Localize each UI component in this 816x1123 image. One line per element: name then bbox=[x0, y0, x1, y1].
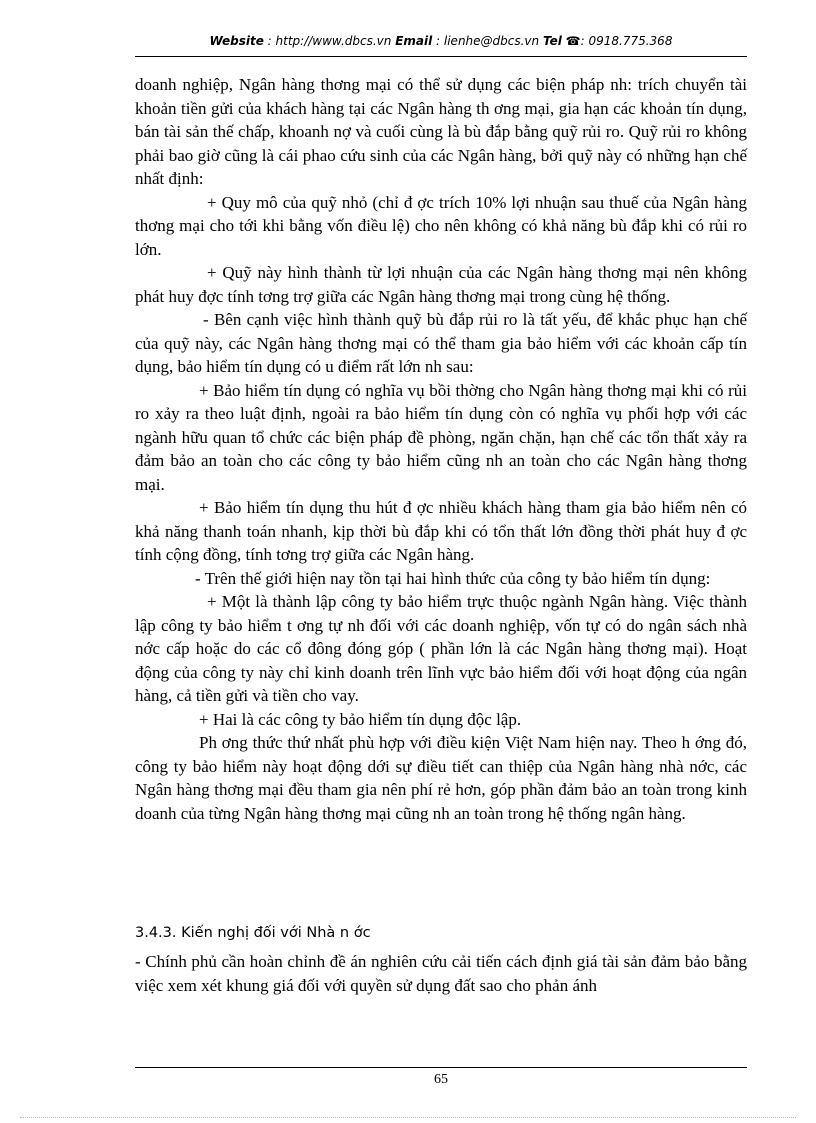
paragraph: + Bảo hiểm tín dụng thu hút đ ợc nhiều khách hàng tham gia bảo hiểm nên có khả năng thanh toán nhanh, kịp thời bù đắp khi có tổn thất lớn đồng thời phát huy đ ợc tính cộng đồng, tính tơng trợ giữa các Ngân hàng. bbox=[135, 498, 747, 564]
tel-value: ☎: 0918.775.368 bbox=[561, 34, 673, 48]
paragraph: Ph ơng thức thứ nhất phù hợp với điều kiện Việt Nam hiện nay. Theo h ớng đó, công ty bảo hiểm này hoạt động dới sự điều tiết can thiệp của Ngân hàng nhà nớc, các Ngân hàng thơng mại đều tham gia nên phí rẻ hơn, góp phần đảm bảo an toàn trong kinh doanh của từng Ngân hàng thơng mại cũng nh an toàn trong hệ thống ngân hàng. bbox=[135, 733, 747, 823]
page-number: 65 bbox=[434, 1072, 448, 1087]
paragraph: + Một là thành lập công ty bảo hiểm trực thuộc ngành Ngân hàng. Việc thành lập công ty bảo hiểm t ơng tự nh đối với các doanh nghiệp, vốn tự có do ngân sách nhà nớc cấp hoặc do các cổ đông đóng góp ( phần lớn là các Ngân hàng thơng mại). Hoạt động của công ty này chỉ kinh doanh trên lĩnh vực bảo hiểm đối với hoạt động của ngân hàng, cả tiền gửi và tiền cho vay. bbox=[135, 592, 747, 705]
paragraph: doanh nghiệp, Ngân hàng thơng mại có thể sử dụng các biện pháp nh: trích chuyển tài khoản tiền gửi của khách hàng tại các Ngân hàng th ơng mại, gia hạn các khoản tín dụng, bán tài sản thế chấp, khoanh nợ và cuối cùng là bù đắp bằng quỹ rủi ro. Quỹ rủi ro không phải bao giờ cũng là cái phao cứu sinh của các Ngân hàng, bởi quỹ này có những hạn chế nhất định: bbox=[135, 75, 747, 188]
body-text bbox=[135, 73, 747, 825]
paragraph: + Bảo hiểm tín dụng có nghĩa vụ bồi thờng cho Ngân hàng thơng mại khi có rủi ro xảy ra theo luật định, ngoài ra bảo hiểm tín dụng còn có nghĩa vụ phối hợp với các ngành hữu quan tổ chức các biện pháp đề phòng, ngăn chặn, hạn chế các tổn thất xảy ra đảm bảo an toàn cho các công ty bảo hiểm cũng nh an toàn cho các Ngân hàng thơng mại. bbox=[135, 380, 747, 494]
paragraph: - Trên thế giới hiện nay tồn tại hai hình thức của công ty bảo hiểm tín dụng: bbox=[195, 568, 711, 588]
paragraph: - Bên cạnh việc hình thành quỹ bù đắp rủi ro là tất yếu, để khắc phục hạn chế của quỹ này, các Ngân hàng thơng mại có thể tham gia bảo hiểm với các khoản cấp tín dụng, bảo hiểm tín dụng có u điểm rất lớn nh sau: bbox=[135, 310, 747, 376]
paragraph: + Hai là các công ty bảo hiểm tín dụng độc lập. bbox=[199, 709, 522, 729]
page-bottom-edge bbox=[20, 1117, 796, 1118]
section-heading: 3.4.3. Kiến nghị đối với Nhà n ớc bbox=[135, 925, 371, 941]
website-value: : http://www.dbcs.vn bbox=[263, 34, 396, 48]
tel-label: Tel bbox=[542, 34, 562, 48]
email-value: : lienhe@dbcs.vn bbox=[432, 34, 543, 48]
paragraph: + Quy mô của quỹ nhỏ (chỉ đ ợc trích 10% lợi nhuận sau thuế của Ngân hàng thơng mại cho tới khi bằng vốn điều lệ) cho nên không có khả năng bù đắp khi có rủi ro lớn. bbox=[135, 192, 747, 259]
tail-text bbox=[135, 950, 747, 998]
paragraph: + Quỹ này hình thành từ lợi nhuận của các Ngân hàng thơng mại nên không phát huy đợc tính tơng trợ giữa các Ngân hàng thơng mại trong cùng hệ thống. bbox=[135, 263, 747, 306]
header-divider bbox=[135, 56, 747, 57]
paragraph: - Chính phủ cần hoàn chỉnh đề án nghiên cứu cải tiến cách định giá tài sản đảm bảo bằng việc xem xét khung giá đối với quyền sử dụng đất sao cho phản ánh bbox=[135, 952, 747, 995]
page-header bbox=[135, 34, 747, 48]
website-label: Website bbox=[209, 34, 264, 48]
footer-divider bbox=[135, 1067, 747, 1068]
email-label: Email bbox=[395, 34, 433, 48]
